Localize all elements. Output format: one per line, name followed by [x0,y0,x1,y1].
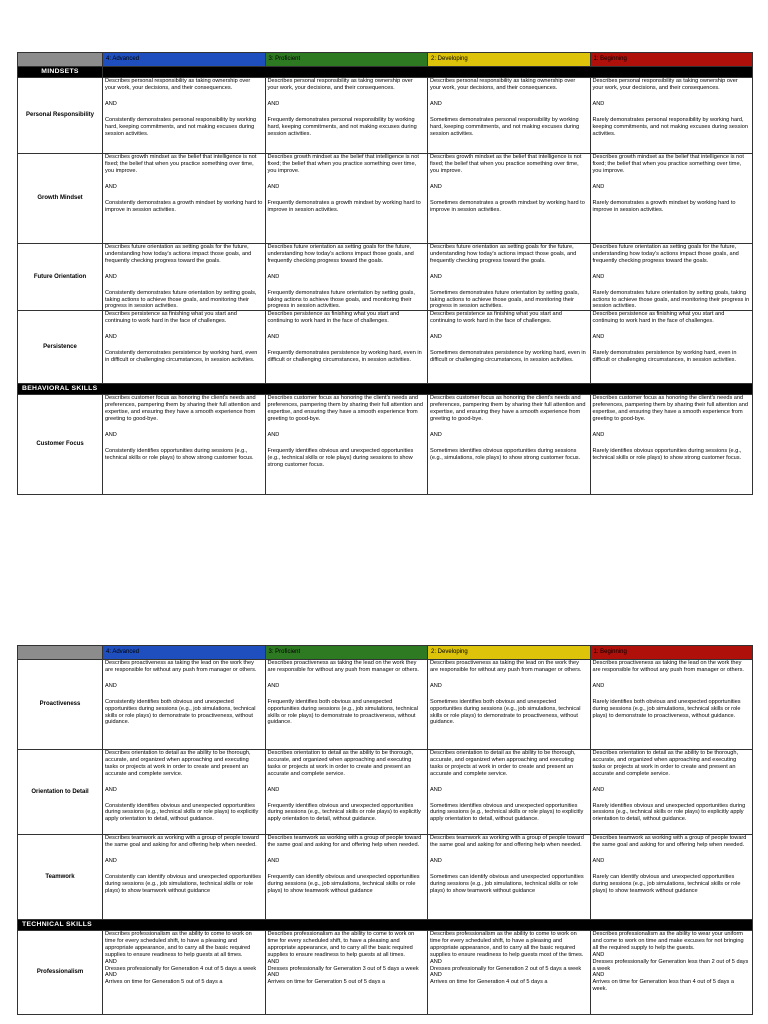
rubric-row-future-orientation [18,244,753,311]
and-connector: AND [430,273,442,280]
and-connector: AND [430,183,442,190]
descriptor-text: Frequently demonstrates future orientation by setting goals, taking actions to achieve those goals, and monitoring their progress in session activities. [267,289,415,310]
level-1-description [590,835,753,920]
and-connector: AND [267,273,280,280]
skill-name: Orientation to Detail [18,750,103,835]
descriptor-text: Describes professionalism as the ability to wear your uniform and come to work on time and make excuses for not bringing all the required supply to help the guests. [592,931,744,951]
skill-name: Future Orientation [18,244,103,311]
and-connector: AND [105,100,117,107]
and-connector: AND [430,972,442,979]
descriptor-text: Rarely demonstrates personal responsibility by working hard, keeping commitments, and not making excuses during session activities. [592,116,748,137]
level-4-description [103,931,266,1015]
descriptor-text: Describes persistence as finishing what you start and continuing to work hard in the face of challenges. [105,311,237,325]
level-4-description [103,154,266,244]
descriptor-text: Dresses professionally for Generation less than 2 out of 5 days a week [592,958,749,972]
descriptor-text: Rarely identifies obvious opportunities during sessions (e.g., technical skills or role plays) to show strong customer focus. [592,447,742,461]
descriptor-text: Sometimes identifies obvious and unexpected opportunities during sessions (e.g., technical skills or role plays) to explicitly apply orientation to detail, without guidance. [430,802,584,823]
descriptor-text: Describes future orientation as setting goals for the future, understanding how today's actions impact those goals, and frequently checking progress toward the goals. [267,244,414,264]
skill-name: Personal Responsibility [18,78,103,154]
and-connector: AND [267,431,280,438]
descriptor-text: Frequently can identify obvious and unexpected opportunities during sessions (e.g., job simulations, technical skills or role plays) to show teamwork without guidance [267,873,420,894]
and-connector: AND [430,431,442,438]
level-4-description [103,311,266,384]
descriptor-text: Rarely demonstrates future orientation by setting goals, taking actions to achieve those goals, and monitoring their progress in session activities. [592,289,750,310]
descriptor-text: Sometimes demonstrates persistence by working hard, even in difficult or challenging circumstances, in session activities. [430,350,586,363]
and-connector: AND [592,857,605,864]
level-1-description [590,78,753,154]
header-blank-cell [18,646,103,660]
descriptor-text: Arrives on time for Generation 5 out of 5 days a [105,979,223,986]
and-connector: AND [592,334,605,341]
level-advanced-header: 4: Advanced [103,53,266,67]
and-connector: AND [430,100,442,107]
and-connector: AND [430,786,442,793]
level-3-description [265,244,428,311]
descriptor-text: Rarely identifies obvious and unexpected opportunities during sessions (e.g., technical skills or role plays) to explicitly apply orientation to detail, without guidance. [592,802,746,823]
descriptor-text: Consistently demonstrates future orientation by setting goals, taking actions to achieve those goals, and monitoring their progress in session activities. [105,289,257,310]
level-advanced-header: 4: Advanced [103,646,266,660]
level-2-description [428,660,591,750]
and-connector: AND [267,958,280,965]
rubric-row-persistence [18,311,753,384]
and-connector: AND [105,183,117,190]
and-connector: AND [267,334,280,341]
level-2-description [428,244,591,311]
and-connector: AND [267,183,280,190]
descriptor-text: Describes customer focus as honoring the client's needs and preferences, pampering them by sharing their full attention and expertise, and ensuring they have a smooth experience from greeting to good-bye. [592,395,748,423]
level-2-description [428,750,591,835]
and-connector: AND [592,682,605,689]
level-3-description [265,78,428,154]
skill-name: Customer Focus [18,395,103,495]
level-3-description [265,154,428,244]
descriptor-text: Sometimes demonstrates a growth mindset by working hard to improve in session activities. [430,199,585,213]
and-connector: AND [430,682,442,689]
and-connector: AND [592,786,605,793]
level-developing-header: 2: Developing [428,646,591,660]
level-1-description [590,931,753,1015]
descriptor-text: Arrives on time for Generation 5 out of 5 days a [267,979,386,986]
descriptor-text: Describes professionalism as the ability to come to work on time for every scheduled shift, to have a pleasing and appropriate appearance, and to carry all the basic required supplies to ensure readiness to help guests at all times. [267,931,415,958]
and-connector: AND [592,273,605,280]
descriptor-text: Describes future orientation as setting goals for the future, understanding how today's actions impact those goals, and frequently checking progress toward the goals. [592,244,739,264]
descriptor-text: Rarely identifies both obvious and unexpected opportunities during sessions (e.g., job simulations, technical skills or role plays) to demonstrate to proactiveness, without guidance. [592,698,741,719]
descriptor-text: Describes teamwork as working with a group of people toward the same goal and asking for and offering help when needed. [105,835,259,848]
descriptor-text: Frequently identifies obvious and unexpected opportunities (e.g., technical skills or role plays) during sessions to show strong customer focus. [267,447,414,468]
descriptor-text: Describes future orientation as setting goals for the future, understanding how today's actions impact those goals, and frequently checking progress toward the goals. [430,244,577,264]
descriptor-text: Describes personal responsibility as taking ownership over your work, your decisions, and their consequences. [592,78,738,91]
rubric-row-personal-responsibility [18,78,753,154]
level-4-description [103,750,266,835]
descriptor-text: Arrives on time for Generation less than 4 out of 5 days a week. [592,979,734,993]
descriptor-text: Consistently identifies obvious and unexpected opportunities during sessions (e.g., technical skills or role plays) to explicitly apply orientation to detail, without guidance. [105,802,259,823]
level-header-row [18,53,753,67]
skill-name: Proactiveness [18,660,103,750]
level-2-description [428,835,591,920]
descriptor-text: Describes customer focus as honoring the client's needs and preferences, pampering them by sharing their full attention and expertise, and ensuring they have a smooth experience from greeting to good-bye. [430,395,586,423]
descriptor-text: Rarely demonstrates a growth mindset by working hard to improve in session activities. [592,199,736,213]
level-1-description [590,395,753,495]
rubric-row-customer-focus [18,395,753,495]
and-connector: AND [592,183,605,190]
descriptor-text: Describes growth mindset as the belief that intelligence is not fixed; the belief that when you practice something over time, you improve. [267,154,419,174]
and-connector: AND [430,334,442,341]
descriptor-text: Describes proactiveness as taking the lead on the work they are responsible for without any push from manager or others. [105,660,257,673]
level-4-description [103,835,266,920]
skill-name: Professionalism [18,931,103,1015]
descriptor-text: Sometimes identifies both obvious and unexpected opportunities during sessions (e.g., job simulations, technical skills or role plays) to demonstrate to proactiveness, without guidance. [430,698,581,726]
descriptor-text: Consistently demonstrates persistence by working hard, even in difficult or challenging circumstances, in session activities. [105,350,258,363]
descriptor-text: Describes growth mindset as the belief that intelligence is not fixed; the belief that when you practice something over time, you improve. [430,154,582,174]
descriptor-text: Describes professionalism as the ability to come to work on time for every scheduled shift, to have a pleasing and appropriate appearance, and to carry all the basic required supplies to ensure readiness to help guests at all times. [105,931,252,958]
level-4-description [103,244,266,311]
and-connector: AND [592,951,605,958]
and-connector: AND [267,682,280,689]
level-3-description [265,750,428,835]
and-connector: AND [105,972,117,979]
and-connector: AND [267,972,280,979]
descriptor-text: Frequently identifies both obvious and unexpected opportunities during sessions (e.g., job simulations, technical skills or role plays) to demonstrate to proactiveness, without guidance. [267,698,418,726]
descriptor-text: Describes professionalism as the ability to come to work on time for every scheduled shift, to have a pleasing and appropriate appearance, and to carry all the basic required supplies to ensure readiness to help guests most of the times. [430,931,584,958]
and-connector: AND [105,786,117,793]
descriptor-text: Consistently demonstrates a growth mindset by working hard to improve in session activities. [105,199,263,213]
descriptor-text: Describes teamwork as working with a group of people toward the same goal and asking for and offering help when needed. [267,835,422,848]
descriptor-text: Describes orientation to detail as the ability to be thorough, accurate, and organized when approaching and executing tasks or projects at work in order to create and present an accurate and complete service. [105,750,251,777]
level-1-description [590,660,753,750]
and-connector: AND [105,682,117,689]
rubric-row-teamwork [18,835,753,920]
descriptor-text: Describes orientation to detail as the ability to be thorough, accurate, and organized when approaching and executing tasks or projects at work in order to create and present an accurate and complete service. [592,750,739,777]
level-2-description [428,931,591,1015]
level-1-description [590,244,753,311]
descriptor-text: Dresses professionally for Generation 2 out of 5 days a week [430,965,582,972]
descriptor-text: Describes customer focus as honoring the client's needs and preferences, pampering them by sharing their full attention and expertise, and ensuring they have a smooth experience from greeting to good-bye. [267,395,423,423]
descriptor-text: Consistently identifies opportunities during sessions (e.g., technical skills or role plays) to show strong customer focus. [105,447,254,461]
and-connector: AND [267,786,280,793]
level-3-description [265,311,428,384]
descriptor-text: Rarely demonstrates persistence by working hard, even in difficult or challenging circumstances, in session activities. [592,350,737,363]
level-4-description [103,660,266,750]
level-proficient-header: 3: Proficient [265,53,428,67]
skill-name: Persistence [18,311,103,384]
and-connector: AND [430,958,442,965]
descriptor-text: Sometimes identifies obvious opportunities during sessions (e.g., simulations, role plays) to show strong customer focus. [430,447,581,461]
descriptor-text: Describes persistence as finishing what you start and continuing to work hard in the face of challenges. [430,311,562,325]
descriptor-text: Describes orientation to detail as the ability to be thorough, accurate, and organized when approaching and executing tasks or projects at work in order to create and present an accurate and complete service. [267,750,414,777]
level-1-description [590,154,753,244]
level-proficient-header: 3: Proficient [265,646,428,660]
and-connector: AND [592,972,605,979]
level-3-description [265,660,428,750]
level-3-description [265,835,428,920]
level-4-description [103,78,266,154]
rubric-row-growth-mindset [18,154,753,244]
section-title: MINDSETS [18,67,103,78]
and-connector: AND [105,334,117,341]
level-beginning-header: 1: Beginning [590,53,753,67]
descriptor-text: Describes persistence as finishing what you start and continuing to work hard in the face of challenges. [267,311,400,325]
descriptor-text: Consistently can identify obvious and unexpected opportunities during sessions (e.g., job simulations, technical skills or role plays) to show teamwork without guidance [105,873,262,894]
level-1-description [590,750,753,835]
and-connector: AND [592,100,605,107]
level-1-description [590,311,753,384]
descriptor-text: Describes growth mindset as the belief that intelligence is not fixed; the belief that when you practice something over time, you improve. [105,154,257,174]
rubric-row-professionalism [18,931,753,1015]
descriptor-text: Describes proactiveness as taking the lead on the work they are responsible for without any push from manager or others. [592,660,744,673]
and-connector: AND [267,857,280,864]
descriptor-text: Describes teamwork as working with a group of people toward the same goal and asking for and offering help when needed. [592,835,747,848]
section-title: TECHNICAL SKILLS [18,920,753,931]
descriptor-text: Describes growth mindset as the belief that intelligence is not fixed; the belief that when you practice something over time, you improve. [592,154,744,174]
header-blank-cell [18,53,103,67]
descriptor-text: Describes personal responsibility as taking ownership over your work, your decisions, and their consequences. [267,78,413,91]
descriptor-text: Frequently demonstrates personal responsibility by working hard, keeping commitments, and not making excuses during session activities. [267,116,417,137]
descriptor-text: Arrives on time for Generation 4 out of 5 days a [430,979,548,986]
rubric-table-page-2 [17,645,753,1015]
descriptor-text: Dresses professionally for Generation 3 out of 5 days a week [267,965,419,972]
rubric-row-orientation-to-detail [18,750,753,835]
level-4-description [103,395,266,495]
descriptor-text: Describes customer focus as honoring the client's needs and preferences, pampering them by sharing their full attention and expertise, and ensuring they have a smooth experience from greeting to good-bye. [105,395,261,423]
level-3-description [265,931,428,1015]
and-connector: AND [430,857,442,864]
level-header-row [18,646,753,660]
and-connector: AND [105,857,117,864]
descriptor-text: Rarely can identify obvious and unexpected opportunities during sessions (e.g., job simulations, technical skills or role plays) to show teamwork without guidance [592,873,741,894]
level-2-description [428,78,591,154]
level-beginning-header: 1: Beginning [590,646,753,660]
descriptor-text: Sometimes demonstrates personal responsibility by working hard, keeping commitments, and not making excuses during session activities. [430,116,580,137]
skill-name: Teamwork [18,835,103,920]
descriptor-text: Frequently identifies obvious and unexpected opportunities during sessions (e.g., technical skills or role plays) to explicitly apply orientation to detail, without guidance. [267,802,421,823]
descriptor-text: Describes proactiveness as taking the lead on the work they are responsible for without any push from manager or others. [430,660,582,673]
descriptor-text: Describes persistence as finishing what you start and continuing to work hard in the face of challenges. [592,311,725,325]
level-2-description [428,311,591,384]
descriptor-text: Sometimes demonstrates future orientation by setting goals, taking actions to achieve those goals, and monitoring their progress in session activities. [430,289,579,310]
descriptor-text: Describes personal responsibility as taking ownership over your work, your decisions, and their consequences. [105,78,251,91]
and-connector: AND [105,958,117,965]
descriptor-text: Dresses professionally for Generation 4 out of 5 days a week [105,965,257,972]
descriptor-text: Describes personal responsibility as taking ownership over your work, your decisions, and their consequences. [430,78,576,91]
and-connector: AND [105,273,117,280]
and-connector: AND [267,100,280,107]
and-connector: AND [592,431,605,438]
descriptor-text: Sometimes can identify obvious and unexpected opportunities during sessions (e.g., job simulations, technical skills or role plays) to show teamwork without guidance [430,873,584,894]
rubric-row-proactiveness [18,660,753,750]
rubric-table-page-1 [17,52,753,495]
section-header-mindsets [18,67,753,78]
descriptor-text: Consistently demonstrates personal responsibility by working hard, keeping commitments, and not making excuses during session activities. [105,116,257,137]
descriptor-text: Consistently identifies both obvious and unexpected opportunities during sessions (e.g., job simulations, technical skills or role plays) to demonstrate to proactiveness, without guidance. [105,698,256,726]
section-header-behavioral-skills [18,384,753,395]
descriptor-text: Frequently demonstrates a growth mindset by working hard to improve in session activities. [267,199,421,213]
section-title: BEHAVIORAL SKILLS [18,384,753,395]
level-2-description [428,395,591,495]
level-developing-header: 2: Developing [428,53,591,67]
level-3-description [265,395,428,495]
skill-name: Growth Mindset [18,154,103,244]
section-header-technical-skills [18,920,753,931]
descriptor-text: Describes proactiveness as taking the lead on the work they are responsible for without any push from manager or others. [267,660,419,673]
descriptor-text: Describes orientation to detail as the ability to be thorough, accurate, and organized when approaching and executing tasks or projects at work in order to create and present an accurate and complete service. [430,750,576,777]
descriptor-text: Frequently demonstrates persistence by working hard, even in difficult or challenging circumstances, in session activities. [267,350,422,363]
level-2-description [428,154,591,244]
and-connector: AND [105,431,117,438]
descriptor-text: Describes teamwork as working with a group of people toward the same goal and asking for and offering help when needed. [430,835,584,848]
descriptor-text: Describes future orientation as setting goals for the future, understanding how today's actions impact those goals, and frequently checking progress toward the goals. [105,244,252,264]
